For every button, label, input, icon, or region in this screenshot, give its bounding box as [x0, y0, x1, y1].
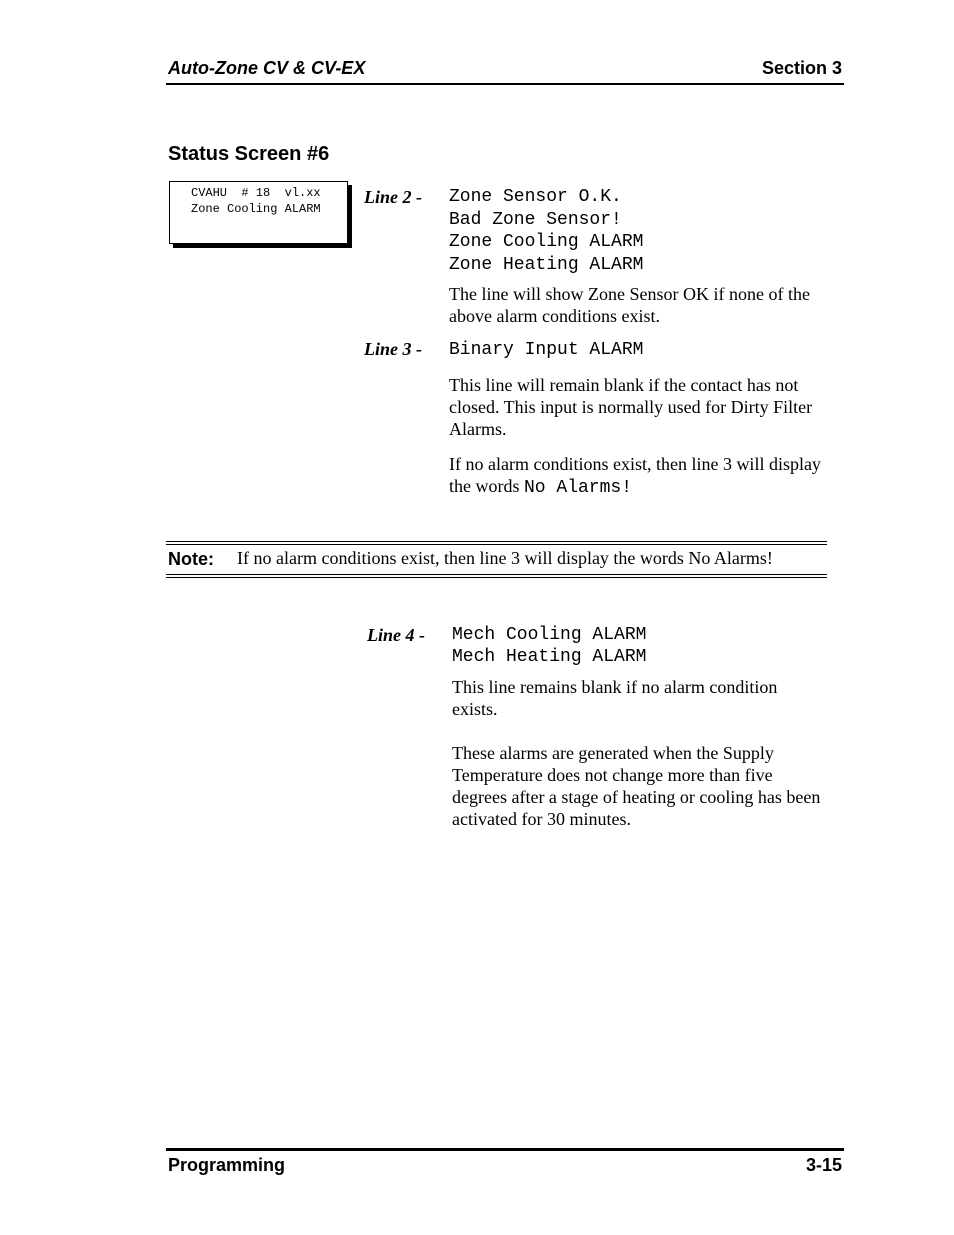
lcd-line-2: Zone Cooling ALARM: [191, 202, 321, 216]
line3-description-1-b: closed. This input is normally used for Dirty Filter: [449, 397, 813, 417]
line4-description-2-a: These alarms are generated when the Supply: [452, 743, 774, 763]
no-alarms-code: No Alarms!: [524, 478, 633, 498]
note-rule-top-inner: [166, 544, 827, 545]
line3-label: Line 3 -: [364, 339, 422, 359]
line4-description-2-c: degrees after a stage of heating or cooling has been: [452, 787, 821, 807]
line3-description-1-c: Alarms.: [449, 419, 507, 439]
header-section: Section 3: [761, 58, 842, 78]
note-rule-bottom-inner: [166, 574, 827, 575]
line3-option: Binary Input ALARM: [449, 340, 644, 360]
line2-label: Line 2 -: [364, 187, 422, 207]
line4-option-1: Mech Cooling ALARM: [452, 625, 647, 645]
line2-description-1: The line will show Zone Sensor OK if none of the: [449, 284, 810, 304]
note-rule-bottom: [166, 577, 827, 578]
header-doc-title: Auto-Zone CV & CV-EX: [168, 58, 366, 78]
line2-option-4: Zone Heating ALARM: [449, 255, 644, 275]
line4-description-2-d: activated for 30 minutes.: [452, 809, 631, 829]
line3-description-2-b: [449, 475, 632, 499]
line4-label: Line 4 -: [367, 625, 425, 645]
lcd-display: [169, 181, 348, 244]
line4-description-1-a: This line remains blank if no alarm condition: [452, 677, 778, 697]
note-rule-top: [166, 541, 827, 542]
note-text: If no alarm conditions exist, then line 3 will display the words No Alarms!: [237, 548, 773, 568]
line3-description-2-prefix: the words: [449, 476, 520, 496]
line3-description-1-a: This line will remain blank if the contact has not: [449, 375, 799, 395]
line4-option-2: Mech Heating ALARM: [452, 647, 647, 667]
line2-description-2: above alarm conditions exist.: [449, 306, 660, 326]
line2-option-3: Zone Cooling ALARM: [449, 232, 644, 252]
line2-option-1: Zone Sensor O.K.: [449, 187, 622, 207]
footer-page-number: 3-15: [805, 1155, 842, 1175]
note-label: Note:: [168, 549, 214, 569]
footer-rule: [166, 1148, 844, 1151]
line2-option-2: Bad Zone Sensor!: [449, 210, 622, 230]
line4-description-2-b: Temperature does not change more than five: [452, 765, 773, 785]
lcd-line-1: CVAHU # 18 vl.xx: [191, 186, 321, 200]
line4-description-1-b: exists.: [452, 699, 498, 719]
line3-description-2-a: If no alarm conditions exist, then line 3 will display: [449, 454, 821, 474]
page-title: Status Screen #6: [168, 143, 330, 165]
footer-chapter: Programming: [168, 1155, 286, 1175]
header-rule: [166, 83, 844, 85]
